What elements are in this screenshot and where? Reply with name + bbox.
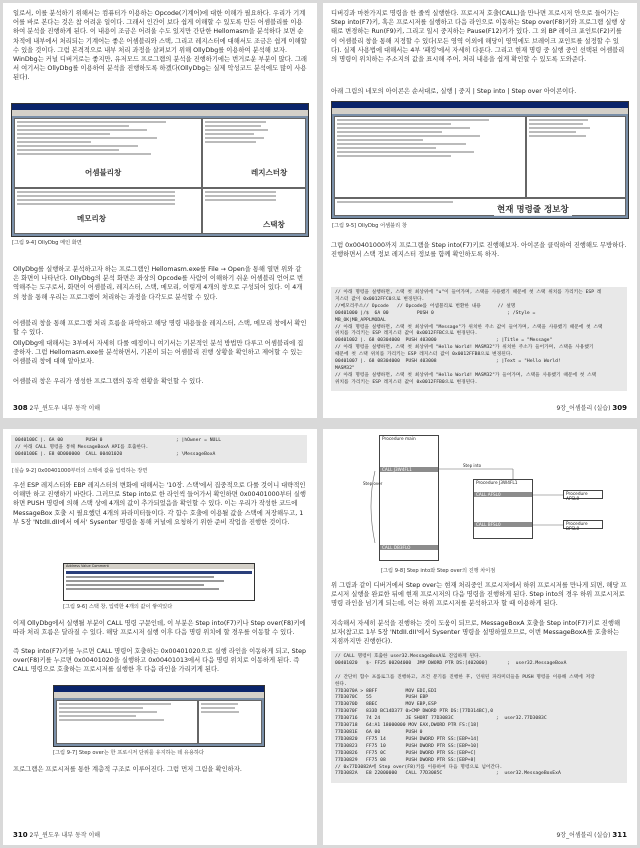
caption-text: OllyDbg 메인 화면 [37, 240, 82, 246]
p308-body4-paragraph: 어셈블리 창은 우리가 생성한 프로그램의 동작 현황을 확인할 수 있다. [13, 378, 204, 385]
p309-code-listing [331, 287, 627, 391]
assembly-pane [56, 700, 198, 744]
code-line: // 아래 명령을 실행하면, 스택 첫 최상위에 "Hello World! MASM32"가 위치한 주소가 들어가며, 스택을 사용했기 [335, 345, 594, 351]
label-current-instruction: 현재 명령줄 정보창 [494, 202, 572, 216]
page-number: 311 [612, 831, 627, 839]
figure-9-4-caption [12, 239, 82, 246]
register-pane [198, 700, 262, 744]
code-line: 지스터 값이 0x0012FFC0으로 변경된다. [335, 296, 425, 302]
p311-code-listing [331, 651, 627, 783]
assembly-pane [334, 116, 526, 198]
caption-number: [그림 9-7] [53, 750, 78, 756]
figure-9-8-caption [381, 567, 495, 574]
code-line: 77D3082A E8 22000000 CALL 77D3085C ; user32.MessageBoxExA [335, 771, 561, 777]
caption-text: Step into와 Step over의 진행 차이점 [406, 568, 496, 574]
page-number: 308 [13, 404, 28, 412]
code-line: // 아래 명령을 실행하면, 스택 첫 최상위에 "Hello World! MASM32"가 들어가며, 스택을 사용했기 때문에 첫 스택 [335, 372, 597, 378]
p308-intro-paragraph: 일로서, 이를 분석하기 위해서는 컴퓨터가 이용하는 Opcode(기계어)에 대한 이해가 필요하다. 우리가 기계어를 바로 본다는 것은 참 어려운 일이다. 그래서 인간이 보다 쉽게 이해할 수 있도록 만든 어셈블리를 이용하여 분석을 진행하게 된다. 이 내용이 조금은 어려울 수도 있지만 간단한 Hellomasm을 분석하다 보면 순차적에 내부에서 처리되는 기계어는 좋은 어셈블리와 스택, 그리고 레지스터에 대해서도 조금은 쉽게 이해할 수 있을 것이다. 그럼 본격적으로 내부 처리 과정을 살펴보기 위해 OllyDbg를 이용하여 분석해 보자. WinDbg는 커널 디버거로는 좋지만, 유저모드 프로그램의 분석을 진행하기에는 번거로운 부분이 많다. 그래서 여기서는 OllyDbg를 이용하여 분석을 진행하도록 하겠다(OllyDbg는 실제 악성코드 분석에도 많이 사용된다). [13, 10, 308, 82]
p309-intro2-paragraph: 아래 그림의 네모의 아이콘은 순서대로, 실행 | 중지 | Step into | Step over 아이콘이다. [331, 88, 577, 95]
p308-footer [13, 403, 100, 412]
caption-number: [그림 9-5] [332, 223, 357, 229]
step-into-label: Step into [463, 463, 482, 468]
code-line: 77D30829 FF75 08 PUSH DWORD PTR SS:[EBP+8] [335, 757, 477, 763]
footer-title: 2부_윈도우 내부 동작 이해 [29, 405, 101, 412]
caption-number: [실습 9-2] [12, 468, 37, 474]
page-309 [323, 3, 637, 418]
ollydbg-toolbar [12, 110, 308, 116]
code-line: 77D30826 FF75 0C PUSH DWORD PTR SS:[EBP+C] [335, 750, 477, 756]
code-line: 77D30718 64:A1 18000000 MOV EAX,DWORD PTR FS:[18] [335, 723, 479, 729]
procedure-j3w4fl1-box [473, 479, 533, 539]
p309-intro-paragraph: 디버깅과 마찬가지로 명령을 한 줄씩 실행한다. 프로시저 호출(CALL)을 만나면 프로시저 안으로 들어가는 Step into(F7)키, 혹은 프로시저를 실행하고 다음 라인으로 이동하는 Step over(F8)키와 프로그램 실행 상태로 변경하는 Run(F9)키, 그리고 일시 중지하는 Pause(F12)키가 있다. 그 외 BP 레이크 포인트(F2)키를 이 어셈블리 창을 통해 지정할 수 있다(모든 영역 이외에 해당이 영역에도 브레이크 포인트를 설정할 수 있다). 실제 사용법에 대해서는 4부 '패킹'에서 자세히 다룬다. 그리고 현재 명령 중 실행 중인 선택된 어셈블리의 명령이 위치하는 주소지의 값을 표시해 주어, 처리 내용을 쉽게 확인할 수 있도록 도와준다. [331, 10, 626, 64]
caption-text: 스택 창, 입력한 4개의 값이 쌓여있다 [88, 604, 173, 610]
code-line: 77D3081E 6A 00 PUSH 0 [335, 729, 423, 735]
figure-9-5-caption [332, 222, 407, 229]
code-line: 0040100E |. E8 0D000000 CALL 00401020 ; \MessageBoxA [15, 451, 216, 457]
code-line: 77D3070C 55 PUSH EBP [335, 695, 429, 701]
practice-9-2-caption [12, 467, 147, 474]
code-line: 77D3070D 8BEC MOV EBP,ESP [335, 702, 437, 708]
caption-text: 0x00401000부터의 스택에 값을 입력하는 장면 [37, 468, 148, 474]
call-j3w4fl1-line: CALL J3W4FL1 [380, 467, 438, 472]
procedure-j3w4fl1-label: Procedure J3W4FL1 [476, 481, 518, 486]
p310-body-paragraph: 우선 ESP 레지스터와 EBP 레지스터의 변화에 대해서는 '10장. 스택'에서 집중적으로 다룰 것이니 대략적인 이해만 하고 진행하기 바란다. 그러므로 Step into로 한 라인씩 들어가서 확인하면 0x00401000부터 실행하면 PUSH 명령에 의해 스택 상에 4개의 값이 추가되었음을 확인할 수 있다. 이는 우리가 작성한 코드에 MessageBox 호출 시 필요했던 4개의 파라미터들이다. 각 함수 호출에 이용될 값을 스택에 저장해두고, 1부 5장 'NtdII.dII에서 에서' Sysenter 명령을 통해 커널에 요청하기 위한 준비 작업을 진행한 것이다. [13, 482, 306, 526]
p310-footer [13, 830, 100, 839]
page-311 [323, 429, 637, 845]
step-over-label: Step over [363, 481, 383, 486]
code-line: 77D30823 FF75 10 PUSH DWORD PTR SS:[EBP+10] [335, 743, 479, 749]
register-pane [526, 116, 626, 198]
caption-number: [그림 9-6] [63, 604, 88, 610]
procedure-bfsl0-box: Procedure BFSL0 [563, 520, 603, 529]
p311-footer [556, 830, 627, 839]
stack-pane [202, 188, 306, 234]
caption-number: [그림 9-4] [12, 240, 37, 246]
label-stack: 스택창 [260, 218, 288, 231]
figure-9-6-caption [63, 603, 172, 610]
code-line: 00401002 |. 68 00304000 PUSH 403000 ; |Title = "Message" [335, 338, 553, 344]
stack-window-screenshot [63, 563, 255, 601]
p311-body2-paragraph: 지속해서 자세히 분석을 진행하는 것이 도움이 되므로, MessageBoxA 호출을 Step into(F7)키로 진행해 보자(참고로 1부 5장 'NtdII.dII'에서 Sysenter 명령을 설명하였으므로, 이번 MessageBoxA를 호출하는 지점까지만 진행한다). [331, 620, 621, 646]
p310-body2-paragraph: 이제 OllyDbg에서 실행될 부분이 CALL 명령 구문인데, 이 부분은 Step into(F7)키나 Step over(F8)키에 따라 처리 흐름은 달라질 수 있다. 해당 프로시저 실행 이후 다음 명령 위치에 할 경우를 이동할 수 있다. [13, 620, 306, 637]
code-line: 00401007 |. 68 08304000 PUSH 403008 ; |Text = "Hello World! [335, 359, 561, 365]
p308-body-paragraph: OllyDbg를 실행하고 분석하고자 하는 프로그램인 Hellomasm.exe를 File → Open을 통해 열면 위와 같은 화면이 나타난다. OllyDbg의 분석 화면은 좌상의 Opcode를 사람이 이해하기 쉬운 어셈블리 언어로 번역해주는 도구로서, 화면이 어셈블리, 레지스터, 스택, 메모리, 이렇게 4개의 창으로 구성되어 있다. 이 4개의 창을 통해 우리는 프로그램이 처리하는 과정을 다각도로 분석할 수 있다. [13, 266, 304, 301]
p309-body-paragraph: 그럼 0x00401000까지 프로그램을 Step into(F7)키로 진행해보자. 아이콘을 클릭하여 진행해도 무방하다. 진행하면서 스택 정보 레지스터 정보를 함께 확인하도록 하자. [331, 242, 627, 259]
code-line: 77D3070A > 8BFF MOV EDI,EDI [335, 688, 437, 694]
p311-body-paragraph: 위 그림과 같이 디버거에서 Step over는 현재 처리중인 프로시저에서 하위 프로시저를 만나게 되면, 해당 프로시저 실행을 완료한 뒤에 현재 프로시저의 다음 명령을 진행하게 된다. Step into의 경우 하위 프로시저로 명령 라인을 넘기게 되는데, 이는 하위 프로시저를 분석하고자 할 때 이용하게 된다. [331, 582, 627, 608]
code-line: // 0x77D3082A에 Step over(F8)키를 이용하여 다음 명령으로 넘어간다. [335, 764, 503, 770]
code-line: 때문에 첫 스택 위치를 가리키는 ESP 레지스터 값이 0x0012FFB8으로 변경된다. [335, 352, 514, 358]
stack-window-header: Address Value Comment [64, 564, 254, 569]
code-line: 한다. [335, 681, 347, 687]
label-assembly: 어셈블리창 [82, 166, 124, 179]
code-line: // 아래 명령을 실행하면, 스택 첫 최상위에 "u"이 들어가며, 스택을 사용했기 때문에 첫 스택 위치를 가리키는 ESP 레 [335, 290, 602, 295]
page-308 [3, 3, 317, 418]
memory-pane [14, 188, 202, 234]
code-line [335, 668, 623, 675]
footer-title: 9장_어셈블리 (실습) [556, 405, 611, 412]
ollydbg-main-screenshot [11, 103, 309, 237]
code-line: 77D30820 FF75 14 PUSH DWORD PTR SS:[EBP+14] [335, 736, 479, 742]
code-line: MASM32" [335, 365, 355, 371]
caption-text: Step over는 한 프로시저 단위를 유지하는 데 유용하다 [78, 750, 204, 756]
caption-text: OllyDbg 어셈블리 창 [357, 223, 407, 229]
page-number: 310 [13, 831, 28, 839]
footer-title: 9장_어셈블리 (실습) [556, 832, 611, 839]
p310-body3-paragraph: 즉 Step into(F7)키를 누르면 CALL 명령어 호출하는 0x00401020으로 실행 라인을 이동하게 되고, Step over(F8)키를 누르면 0x00401020을 실행하고 0x00401013에서 다음 명령 위치로 이동하게 된다. 즉 CALL 명령으로 호출하는 프로시저를 실행한 후 다음 라인을 가리키게 된다. [13, 648, 306, 674]
code-line: MB_OK|MB_APPLMODAL [335, 317, 386, 323]
call-bfsl0-line: CALL BFSL0 [474, 522, 532, 527]
p310-code-listing [11, 435, 307, 463]
procedure-main-label: Procedure main [382, 437, 416, 442]
ollydbg-toolbar [332, 108, 628, 114]
caption-number: [그림 9-8] [381, 568, 406, 574]
label-register: 레지스터창 [248, 166, 290, 179]
footer-title: 2부_윈도우 내부 동작 이해 [29, 832, 101, 839]
ollydbg-step-over-screenshot [53, 685, 265, 747]
code-line: 0040100C |. 6A 00 PUSH 0 ; |hOwner = NULL [15, 438, 222, 443]
code-line: 위치를 가리키는 ESP 레지스터 값이 0x0012FFBC으로 변경된다. [335, 331, 478, 337]
p308-body2-paragraph: 어셈블리 창을 통해 프로그램 처리 흐름을 파악하고 해당 명령 내용들을 레지스터, 스택, 메모리 창에서 확인할 수 있다. [13, 320, 307, 337]
label-memory: 메모리창 [74, 212, 109, 225]
p308-body3-paragraph: OllyDbg에 대해서는 3부에서 자세히 다룰 예정이니 여기서는 기본적인 분석 방법만 다루고 어셈블리에 집중하자. 그럼 Hellomasm.exe를 분석하면서, 기본이 되는 어셈블리 진행 상황을 확인하고 제어할 수 있는 어셈블리 창에 대해 알아보자. [13, 340, 304, 366]
p309-footer [556, 403, 627, 412]
procedure-afsl0-box: Procedure AFSL0 [563, 490, 603, 499]
code-line: // 간단히 함수 프롤로그를 진행하고, 조건 분기를 진행한 후, 인위된 파라미터들을 PUSH 명령을 이용해 스택에 저장 [335, 674, 595, 680]
code-line: 위치를 가리키는 ESP 레지스터 값이 0x0012FFB0으로 변경된다. [335, 379, 478, 385]
ollydbg-toolbar [54, 692, 264, 698]
code-line: 77D30716 74 24 JE SHORT 77D3083C ; user32.77D3083C [335, 716, 547, 722]
code-line: 00401000 |/$ 6A 00 PUSH 0 ; /Style = [335, 310, 536, 316]
call-db3flo-line: CALL DB3FLO [380, 545, 438, 550]
page-number: 309 [612, 404, 627, 412]
p310-body4-paragraph: 프로그램은 프로시저를 통한 계층적 구조로 이루어진다. 그럼 먼저 그림을 확인하자. [13, 766, 242, 773]
code-line: //메모리주소// Opcode // Opcode를 어셈블리로 번환한 내용 // 설명 [335, 303, 516, 309]
code-line: // 아래 CALL 명령을 통해 MessageBoxA API를 호출한다. [15, 444, 149, 450]
page-310 [3, 429, 317, 845]
code-line: // CALL 명령이 호출한 user32.MessageBoxA로 진입하게 된다. [335, 654, 482, 659]
code-line: // 아래 명령을 실행하면, 스택 첫 최상위에 "Message"가 위치한 주소 값이 들어가며, 스택을 사용했기 때문에 첫 스택 [335, 324, 603, 330]
code-line: 00401020 $- FF25 00204000 JMP DWORD PTR DS:[402000] ; user32.MessageBoxA [335, 660, 567, 666]
code-line: 77D3070F 833D BC14D377 0>CMP DWORD PTR DS:[77D314BC],0 [335, 709, 494, 715]
current-instruction-info-pane [334, 198, 626, 216]
ollydbg-assembly-screenshot [331, 101, 629, 219]
call-afsl0-line: CALL AFSL0 [474, 492, 532, 497]
figure-9-7-caption [53, 749, 204, 756]
step-into-over-diagram [363, 435, 603, 563]
